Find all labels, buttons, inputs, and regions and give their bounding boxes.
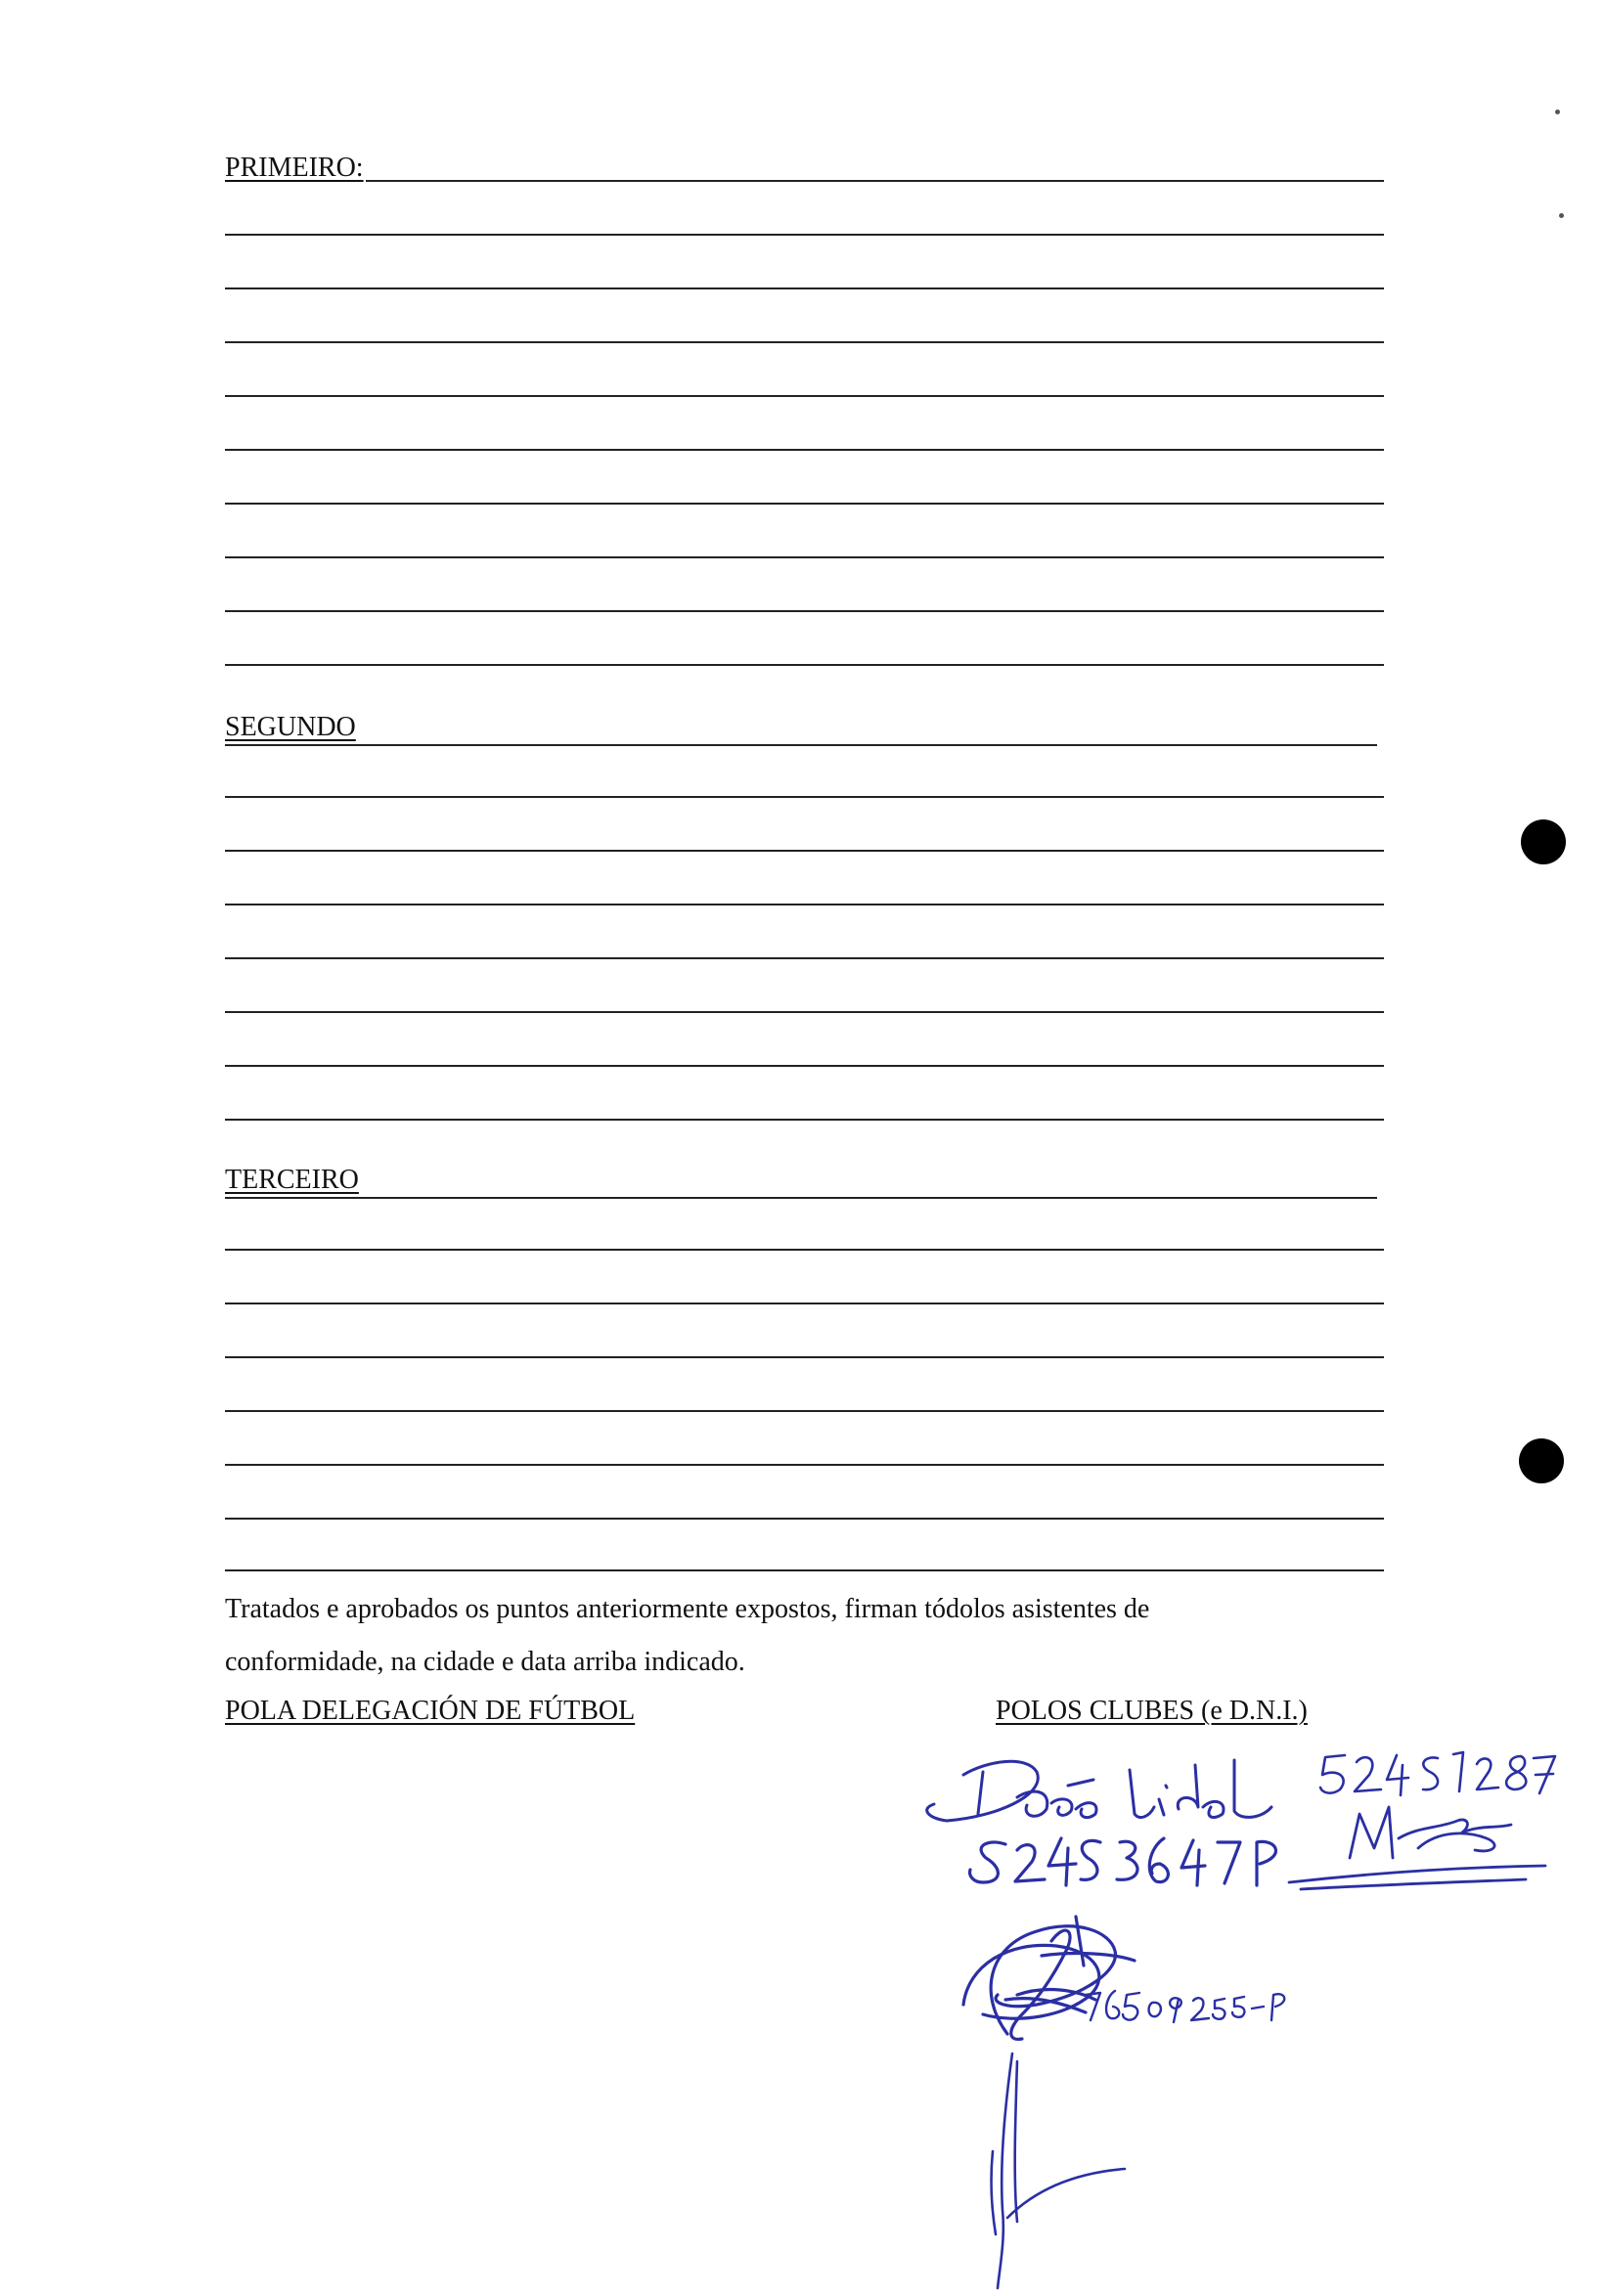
closing-text-line2: conformidade, na cidade e data arriba indicado. — [225, 1647, 745, 1677]
clubs-signature-caption: POLOS CLUBES (e D.N.I.) — [996, 1696, 1308, 1726]
section-label-primeiro: PRIMEIRO: — [225, 153, 364, 183]
section-label-terceiro: TERCEIRO — [225, 1165, 359, 1195]
closing-text-line1: Tratados e aprobados os puntos anteriormente expostos, firman tódolos asistentes de — [225, 1594, 1150, 1624]
signature-3-dni — [1086, 1991, 1284, 2022]
signature-1-name — [927, 1760, 1271, 1821]
section-label-segundo: SEGUNDO — [225, 712, 356, 742]
delegation-signature-caption: POLA DELEGACIÓN DE FÚTBOL — [225, 1696, 636, 1726]
signature-2-mark — [1289, 1807, 1545, 1889]
signature-1-dni — [970, 1838, 1276, 1885]
signature-2-dni — [1320, 1752, 1555, 1795]
signature-4-mark — [992, 2053, 1125, 2288]
signature-3-mark — [963, 1917, 1135, 2039]
